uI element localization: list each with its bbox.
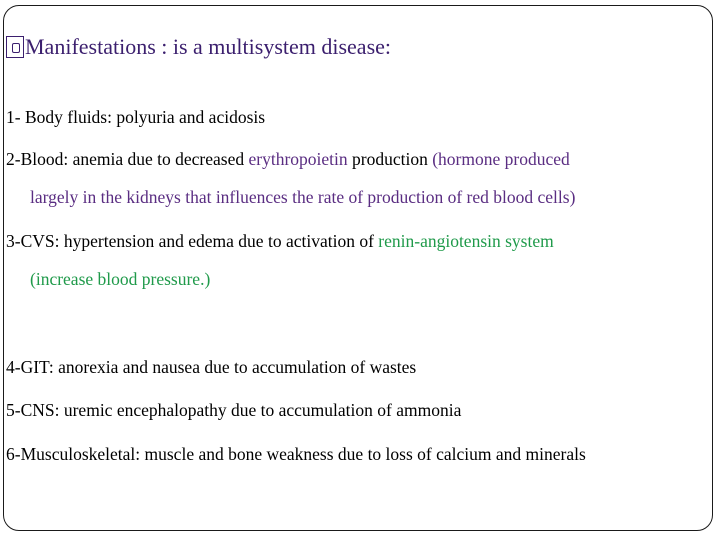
item-blood-production: production bbox=[347, 149, 433, 169]
item-musculoskeletal bbox=[6, 443, 586, 465]
item-body-fluids bbox=[6, 106, 265, 128]
item-cns bbox=[6, 399, 461, 421]
item-git-text: 4-GIT: anorexia and nausea due to accumulation of wastes bbox=[6, 357, 417, 377]
item-cvs bbox=[6, 230, 554, 252]
cvs-note bbox=[30, 268, 210, 290]
item-body-fluids-text: 1- Body fluids: polyuria and acidosis bbox=[6, 107, 266, 127]
item-git bbox=[6, 356, 416, 378]
renin-angiotensin-term: renin-angiotensin system bbox=[378, 231, 554, 251]
item-blood-text: 2-Blood: anemia due to decreased bbox=[6, 149, 249, 169]
cvs-note-text: (increase blood pressure.) bbox=[30, 269, 211, 289]
hormone-note: (hormone produced bbox=[432, 149, 570, 169]
erythropoietin-term: erythropoietin bbox=[248, 149, 348, 169]
item-musculoskeletal-text: 6-Musculoskeletal: muscle and bone weakness due to loss of calcium and minerals bbox=[6, 444, 586, 464]
slide-title-text: Manifestations : is a multisystem disease: bbox=[25, 34, 392, 59]
item-cvs-text: 3-CVS: hypertension and edema due to activation of bbox=[6, 231, 379, 251]
slide-title bbox=[6, 34, 391, 60]
hormone-note-continued-text: largely in the kidneys that influences the rate of production of red blood cells) bbox=[30, 187, 576, 207]
hormone-note-continued bbox=[30, 186, 575, 208]
item-cns-text: 5-CNS: uremic encephalopathy due to accumulation of ammonia bbox=[6, 400, 462, 420]
item-blood bbox=[6, 148, 570, 170]
bullet-icon bbox=[6, 36, 24, 58]
